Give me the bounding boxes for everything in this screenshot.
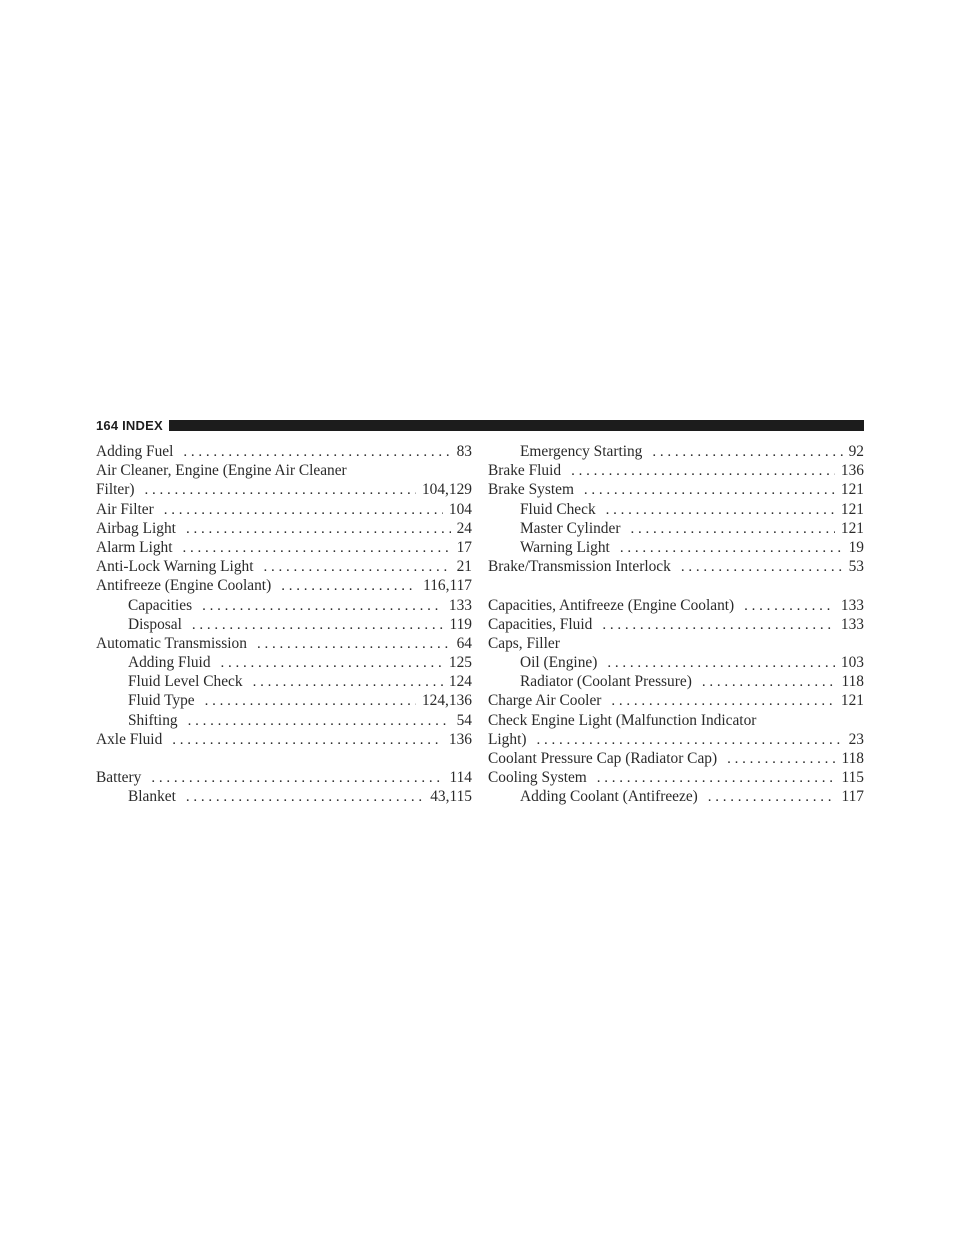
entry-label: Light) [488,730,527,748]
entry-label: Brake System [488,481,574,499]
dot-leader [263,558,450,577]
dot-leader [607,654,835,673]
dot-leader [727,750,835,769]
index-subentry [488,442,864,461]
entry-label: Capacities [128,596,193,614]
dot-leader [702,673,836,692]
entry-label: Capacities, Antifreeze (Engine Coolant) [488,596,735,614]
index-column-left [96,442,472,807]
section-gap [488,576,864,595]
dot-leader [186,788,424,807]
index-subentry [96,653,472,672]
index-entry-continued: Check Engine Light (Malfunction Indicator [488,711,757,729]
page-reference: 104 [448,500,472,518]
index-entry [96,634,472,653]
dot-leader [597,769,836,788]
page-reference: 124 [448,673,472,691]
page-reference: 125 [448,654,472,672]
index-entry [488,461,864,480]
dot-leader [620,539,843,558]
page-reference: 117 [841,788,864,806]
dot-leader [571,462,835,481]
entry-label: Emergency Starting [520,443,643,460]
entry-label: Adding Fuel [96,443,174,460]
entry-label: Brake/Transmission Interlock [488,558,671,576]
entry-label: Blanket [128,788,176,806]
index-entry-continued: Caps, Filler [488,634,560,652]
index-subentry [488,519,864,538]
dot-leader [681,558,843,577]
page-reference: 43,115 [430,788,472,806]
page-reference: 118 [841,673,864,691]
index-subentry [488,787,864,806]
entry-label: Radiator (Coolant Pressure) [520,673,692,691]
page-reference: 136 [840,462,864,480]
dot-leader [606,501,835,520]
index-column-right [488,442,864,807]
page-reference: 124,136 [421,692,472,710]
page-reference: 54 [456,711,472,729]
page-reference: 53 [848,558,864,576]
index-entry [96,519,472,538]
page-reference: 17 [456,538,472,556]
entry-label: Coolant Pressure Cap (Radiator Cap) [488,750,718,767]
dot-leader [630,520,834,539]
dot-leader [183,539,451,558]
index-subentry [488,500,864,519]
index-entry [96,500,472,519]
entry-label: Fluid Level Check [128,673,243,691]
dot-leader [164,501,443,520]
index-entry [488,768,864,787]
entry-label: Adding Coolant (Antifreeze) [520,788,698,806]
dot-leader [172,731,443,750]
dot-leader [144,481,415,500]
dot-leader [183,443,450,462]
page-reference: 19 [848,538,864,556]
index-entry [96,480,472,499]
entry-label: Charge Air Cooler [488,692,602,710]
dot-leader [151,769,443,788]
dot-leader [611,692,834,711]
page-number: 164 [96,417,119,433]
page-reference: 92 [848,443,864,460]
page-reference: 133 [840,596,864,614]
index-subentry [96,787,472,806]
section-title: INDEX [122,417,163,433]
page-reference: 133 [840,615,864,633]
dot-leader [192,616,444,635]
dot-leader [281,577,417,596]
index-entry [488,480,864,499]
entry-label: Alarm Light [96,538,173,556]
index-entry [488,749,864,768]
page-reference: 121 [840,519,864,537]
page-reference: 116,117 [423,577,472,595]
index-subentry [488,653,864,672]
dot-leader [202,597,443,616]
dot-leader [257,635,451,654]
entry-label: Shifting [128,711,178,729]
header-rule [169,420,864,431]
entry-label: Brake Fluid [488,462,562,480]
index-subentry [488,672,864,691]
dot-leader [584,481,835,500]
entry-label: Battery [96,769,142,787]
page-reference: 23 [848,730,864,748]
dot-leader [744,597,835,616]
page-reference: 24 [456,519,472,537]
index-entry [96,557,472,576]
entry-label: Airbag Light [96,519,176,537]
dot-leader [652,443,842,462]
index-entry [96,538,472,557]
index-entry [96,730,472,749]
index-entry-continued: Air Cleaner, Engine (Engine Air Cleaner [96,462,347,480]
index-entry [488,557,864,576]
page-reference: 115 [841,769,864,787]
section-gap [96,749,472,768]
index-entry [488,615,864,634]
entry-label: Disposal [128,615,182,633]
index-entry [96,442,472,461]
entry-label: Cooling System [488,769,587,787]
index-entry [96,768,472,787]
entry-label: Fluid Type [128,692,195,710]
page-reference: 118 [841,750,864,767]
page-reference: 83 [456,443,472,460]
dot-leader [221,654,443,673]
index-subentry [96,691,472,710]
entry-label: Air Filter [96,500,154,518]
page-reference: 133 [448,596,472,614]
index-entry [488,730,864,749]
entry-label: Automatic Transmission [96,634,247,652]
index-subentry [96,711,472,730]
page-reference: 21 [456,558,472,576]
page-header [96,417,864,433]
dot-leader [205,692,416,711]
entry-label: Master Cylinder [520,519,621,537]
page-reference: 104,129 [421,481,472,499]
index-subentry [96,672,472,691]
entry-label: Oil (Engine) [520,654,598,672]
dot-leader [708,788,836,807]
dot-leader [186,520,451,539]
index-subentry [96,596,472,615]
entry-label: Fluid Check [520,500,596,518]
entry-label: Antifreeze (Engine Coolant) [96,577,272,595]
dot-leader [253,673,443,692]
page-reference: 64 [456,634,472,652]
page-reference: 119 [449,615,472,633]
dot-leader [602,616,835,635]
entry-label: Warning Light [520,538,610,556]
index-subentry [488,538,864,557]
entry-label: Axle Fluid [96,730,163,748]
entry-label: Anti-Lock Warning Light [96,558,254,576]
index-entry [96,576,472,595]
index-entry [488,691,864,710]
page-reference: 121 [840,500,864,518]
index-entry [488,596,864,615]
page-reference: 121 [840,692,864,710]
page-reference: 103 [840,654,864,672]
entry-label: Filter) [96,481,135,499]
page-reference: 121 [840,481,864,499]
page-reference: 114 [449,769,472,787]
dot-leader [188,712,451,731]
entry-label: Capacities, Fluid [488,615,593,633]
entry-label: Adding Fluid [128,654,211,672]
page-reference: 136 [448,730,472,748]
dot-leader [536,731,842,750]
index-subentry [96,615,472,634]
